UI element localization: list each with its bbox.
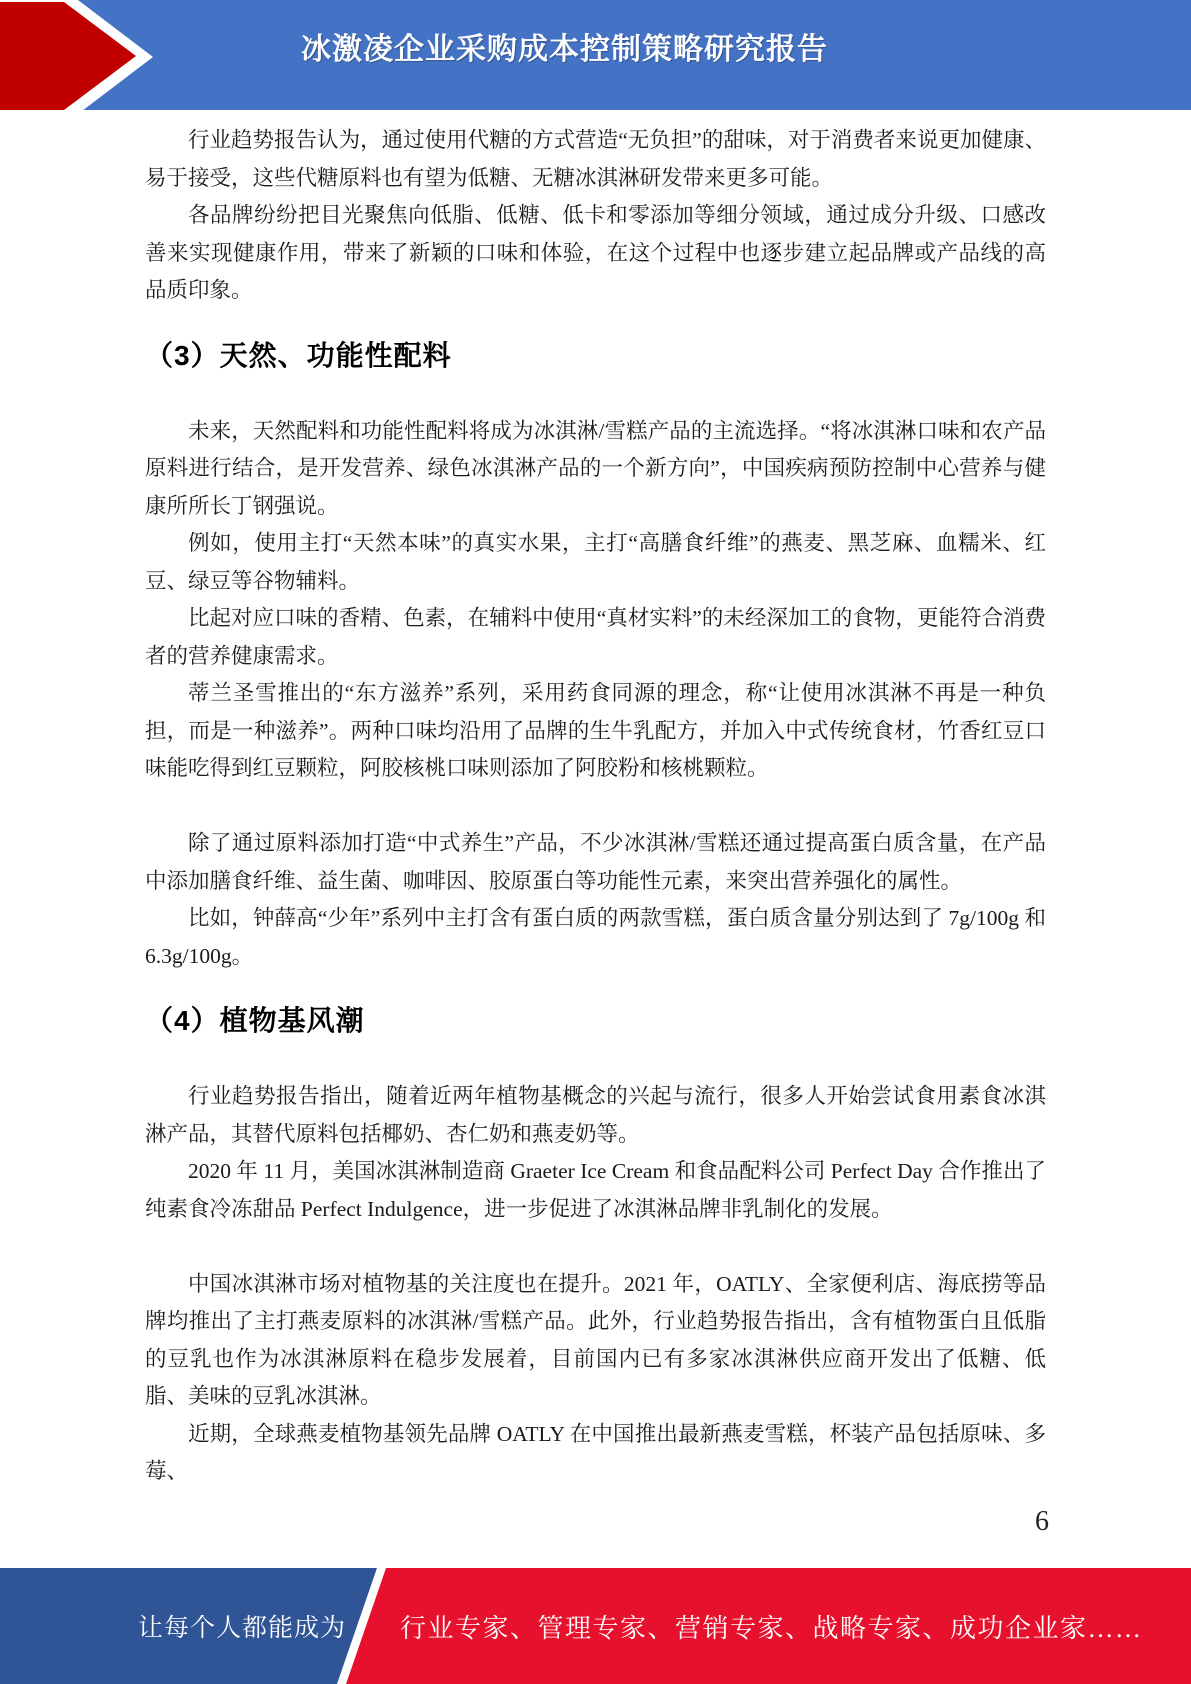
body-paragraph: 比如，钟薛高“少年”系列中主打含有蛋白质的两款雪糕，蛋白质含量分别达到了 7g/100g 和 6.3g/100g。 bbox=[145, 906, 1046, 968]
section-heading-3: （3）天然、功能性配料 bbox=[145, 339, 452, 371]
body-paragraph: 例如，使用主打“天然本味”的真实水果，主打“高膳食纤维”的燕麦、黑芝麻、血糯米、红豆、绿豆等谷物辅料。 bbox=[145, 531, 1046, 593]
footer-banner bbox=[0, 1568, 1191, 1684]
body-paragraph: 比起对应口味的香精、色素，在辅料中使用“真材实料”的未经深加工的食物，更能符合消费者的营养健康需求。 bbox=[145, 606, 1046, 668]
footer-left-text: 让每个人都能成为 bbox=[138, 1615, 347, 1642]
body-paragraph: 行业趋势报告指出，随着近两年植物基概念的兴起与流行，很多人开始尝试食用素食冰淇淋产品，其替代原料包括椰奶、杏仁奶和燕麦奶等。 bbox=[145, 1084, 1046, 1146]
body-paragraph: 2020 年 11 月，美国冰淇淋制造商 Graeter Ice Cream 和食品配料公司 Perfect Day 合作推出了纯素食冷冻甜品 Perfect Indulgence，进一步促进了冰淇淋品牌非乳制化的发展。 bbox=[145, 1159, 1046, 1221]
body-paragraph: 中国冰淇淋市场对植物基的关注度也在提升。2021 年，OATLY、全家便利店、海底捞等品牌均推出了主打燕麦原料的冰淇淋/雪糕产品。此外，行业趋势报告指出，含有植物蛋白且低脂的豆乳也作为冰淇淋原料在稳步发展着，目前国内已有多家冰淇淋供应商开发出了低糖、低脂、美味的豆乳冰淇淋。 bbox=[145, 1271, 1046, 1408]
blank-line bbox=[145, 1228, 1046, 1266]
body-paragraph: 行业趋势报告认为，通过使用代糖的方式营造“无负担”的甜味，对于消费者来说更加健康、易于接受，这些代糖原料也有望为低糖、无糖冰淇淋研发带来更多可能。 bbox=[145, 128, 1046, 190]
page-title: 冰激凌企业采购成本控制策略研究报告 bbox=[301, 33, 828, 66]
page-header-banner bbox=[0, 0, 1191, 110]
body-paragraph: 蒂兰圣雪推出的“东方滋养”系列，采用药食同源的理念，称“让使用冰淇淋不再是一种负担，而是一种滋养”。两种口味均沿用了品牌的生牛乳配方，并加入中式传统食材，竹香红豆口味能吃得到红豆颗粒，阿胶核桃口味则添加了阿胶粉和核桃颗粒。 bbox=[145, 681, 1046, 780]
body-paragraph: 未来，天然配料和功能性配料将成为冰淇淋/雪糕产品的主流选择。“将冰淇淋口味和农产品原料进行结合，是开发营养、绿色冰淇淋产品的一个新方向”，中国疾病预防控制中心营养与健康所所长丁钢强说。 bbox=[145, 418, 1046, 518]
footer-right-text: 行业专家、管理专家、营销专家、战略专家、成功企业家…… bbox=[400, 1613, 1143, 1643]
body-paragraph: 各品牌纷纷把目光聚焦向低脂、低糖、低卡和零添加等细分领域，通过成分升级、口感改善来实现健康作用，带来了新颖的口味和体验，在这个过程中也逐步建立起品牌或产品线的高品质印象。 bbox=[145, 203, 1046, 302]
body-paragraph: 除了通过原料添加打造“中式养生”产品，不少冰淇淋/雪糕还通过提高蛋白质含量，在产品中添加膳食纤维、益生菌、咖啡因、胶原蛋白等功能性元素，来突出营养强化的属性。 bbox=[145, 831, 1046, 893]
document-body bbox=[145, 122, 1046, 1491]
body-paragraph: 近期，全球燕麦植物基领先品牌 OATLY 在中国推出最新燕麦雪糕，杯装产品包括原味、多莓、 bbox=[145, 1421, 1046, 1483]
blank-line bbox=[145, 788, 1046, 826]
section-heading-4: （4）植物基风潮 bbox=[145, 1005, 365, 1036]
page-number: 6 bbox=[1035, 1506, 1049, 1537]
